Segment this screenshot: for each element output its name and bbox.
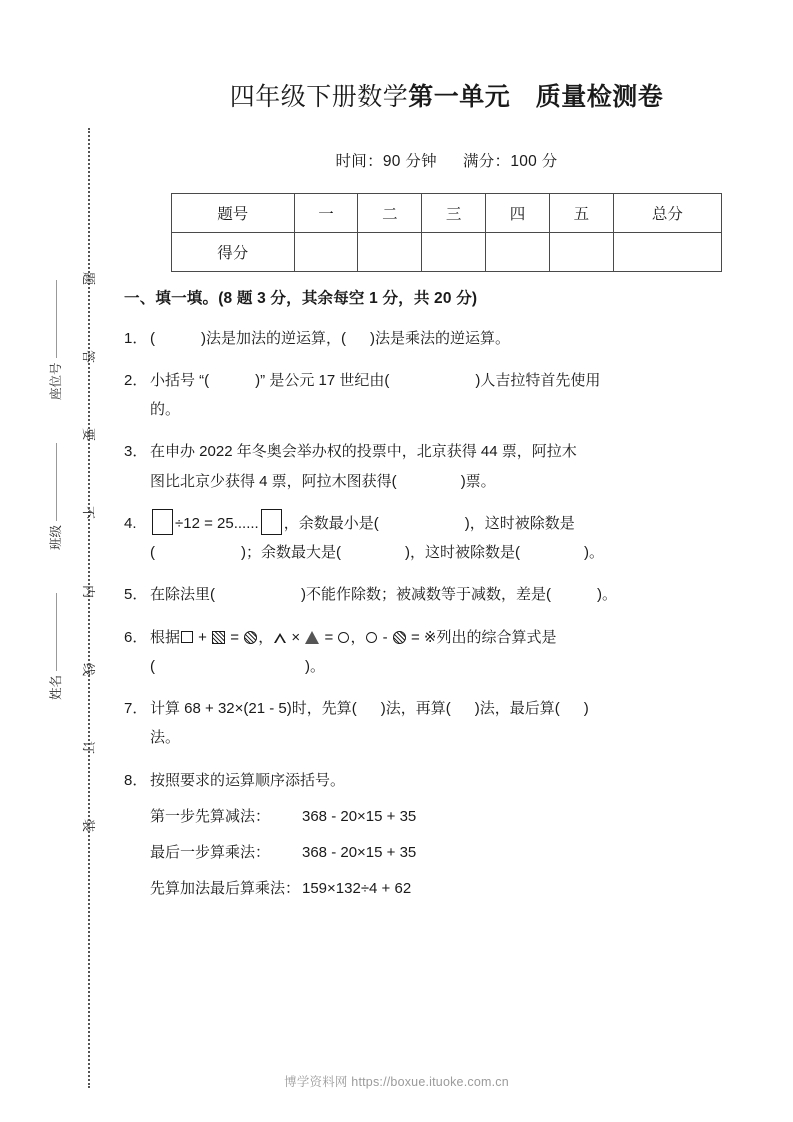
info-field[interactable] [46,666,64,700]
info-field-label: 姓名 [49,674,63,700]
info-field-line [56,593,57,671]
info-field[interactable] [46,362,64,400]
question-text: 的。 [150,401,181,418]
sections-root [124,287,769,903]
score-cell-二[interactable] [358,233,422,272]
question-body [150,694,769,753]
circle-shaded-icon [393,631,406,644]
question-body [150,623,769,682]
question-text: ， [258,628,274,646]
page-title [124,82,769,113]
question-text: ÷12 = 25...... [175,514,259,532]
score-cell-五[interactable] [549,233,613,272]
subitem-expression[interactable]: 159×132÷4 + 62 [302,880,412,898]
table-row [172,233,722,272]
circle-open-icon [366,632,377,643]
question-body [150,509,769,568]
score-table-header-三: 三 [422,194,486,233]
question-item [124,437,769,496]
info-field[interactable] [46,516,64,550]
question-text: = [226,628,244,646]
question-number: 7． [124,700,148,717]
subitem-label: 最后一步算乘法： [150,844,271,861]
question-text: )不能作除数；被减数等于减数，差是( [301,586,551,604]
footer-watermark: 博学资料网 https://boxue.ituoke.com.cn [284,1075,509,1089]
question-number: 6． [124,628,148,646]
question-number: 4. [124,514,137,532]
question-item [124,509,769,568]
subitem-label: 先算加法最后算乘法： [150,880,301,898]
score-table-header-一: 一 [294,194,358,233]
student-info-fields [30,362,64,830]
question-text: )，这时被除数是 [464,514,575,532]
subitem-expression[interactable]: 368 - 20×15 + 35 [302,807,417,825]
question-body [150,437,769,496]
question-number: 3． [124,443,148,461]
question-text: ( [150,544,155,561]
question-text: )法是乘法的逆运算。 [370,329,510,347]
question-text: 在除法里( [150,586,215,604]
square-open-icon [181,631,193,643]
page-title-bold: 第一单元 质量检测卷 [408,83,664,111]
question-text: )人吉拉特首先使用 [475,371,601,389]
question-text: )。 [584,544,604,561]
question-number: 5． [124,586,148,604]
question-body [150,580,769,609]
circle-open-icon [338,632,349,643]
question-item [124,366,769,425]
square-shaded-icon [212,631,225,644]
question-text: ，余数最小是( [283,514,379,532]
exam-total-score: 满分：100 分 [462,153,558,171]
question-text: ) [583,700,589,717]
question-text: )。 [597,586,617,604]
score-table-header-二: 二 [358,194,422,233]
seal-char-4: 内 [81,584,97,598]
question-text: × [287,628,305,646]
seal-char-0: 题 [81,271,97,286]
exam-sheet [112,0,793,1122]
score-table-header-五: 五 [549,194,613,233]
question-item [124,694,769,753]
score-table [171,193,722,272]
exam-time: 时间：90 分钟 [335,153,437,171]
question-line [150,623,769,652]
answer-box[interactable] [152,509,173,535]
section-heading: 一、填一填。(8 题 3 分，其余每空 1 分，共 20 分) [124,290,478,308]
question-line [150,538,769,567]
info-field-label: 班级 [49,524,63,550]
triangle-open-icon [274,633,286,643]
question-number: 1． [124,329,148,347]
question-text: ( [150,329,155,347]
question-subitem [150,838,769,867]
score-table-row-label: 得分 [172,233,295,272]
question-text: )票。 [460,472,496,490]
question-body [150,324,769,353]
question-line [150,467,769,496]
seal-line-characters [76,272,102,832]
question-text: )。 [305,657,325,675]
exam-meta [124,149,769,171]
info-field-line [56,443,57,521]
info-field-line [56,280,57,358]
question-text: = [320,628,338,646]
page-title-normal: 四年级下册数学 [229,83,409,111]
table-row [172,194,722,233]
question-text: 在申办 2022 年冬奥会举办权的投票中，北京获得 44 票，阿拉木 [150,443,577,461]
score-cell-总分[interactable] [613,233,721,272]
question-text: 根据 [150,628,181,646]
question-line [150,366,769,395]
question-text: 图比北京少获得 4 票，阿拉木图获得( [150,472,397,490]
seal-char-3: 不 [81,506,97,520]
question-text: 按照要求的运算顺序添括号。 [150,771,346,789]
score-cell-四[interactable] [486,233,550,272]
question-line [150,395,769,424]
question-text: )法，再算( [380,700,451,717]
question-text: )” 是公元 17 世纪由( [255,371,390,389]
question-text: 计算 68 + 32×(21 - 5)时，先算( [150,700,357,717]
question-body [150,366,769,425]
question-body [150,766,769,904]
question-item [124,580,769,609]
question-line [150,694,769,723]
question-line [150,580,769,609]
question-text: 法。 [150,729,181,747]
question-text: )法，最后算( [474,700,560,717]
subitem-label: 第一步先算减法： [150,807,271,825]
question-text: )，这时被除数是( [405,544,520,561]
question-text: + [194,628,212,646]
question-line [150,766,769,795]
question-text: = ※列出的综合算式是 [406,628,557,646]
info-field-label: 座位号 [49,362,63,400]
question-line [150,723,769,752]
seal-char-7: 装 [81,818,97,832]
question-text: ， [350,628,366,646]
score-table-header-四: 四 [486,194,550,233]
score-table-header-总分: 总分 [613,194,721,233]
score-table-row-label: 题号 [172,194,295,233]
score-cell-三[interactable] [422,233,486,272]
question-line [150,324,769,353]
score-cell-一[interactable] [294,233,358,272]
question-subitem [150,874,769,903]
question-number: 8． [124,771,148,789]
question-text: ( [150,657,155,675]
seal-char-5: 线 [81,662,97,676]
question-item [124,623,769,682]
triangle-shaded-icon [305,631,319,644]
question-line [150,652,769,681]
circle-shaded-icon [244,631,257,644]
question-item [124,324,769,353]
question-line [150,437,769,466]
question-text: )法是加法的逆运算，( [201,329,346,347]
seal-char-1: 答 [81,350,97,364]
question-text: 小括号 “( [150,371,210,389]
question-subitem [150,802,769,831]
binding-sidebar [0,0,112,1122]
question-number: 2． [124,371,148,389]
question-text: - [378,628,392,646]
subitem-expression[interactable]: 368 - 20×15 + 35 [302,844,417,861]
seal-char-2: 要 [81,428,97,442]
answer-box[interactable] [261,509,282,535]
question-text: )；余数最大是( [241,544,341,561]
seal-char-6: 订 [81,740,97,754]
question-line [150,509,769,538]
question-item [124,766,769,904]
